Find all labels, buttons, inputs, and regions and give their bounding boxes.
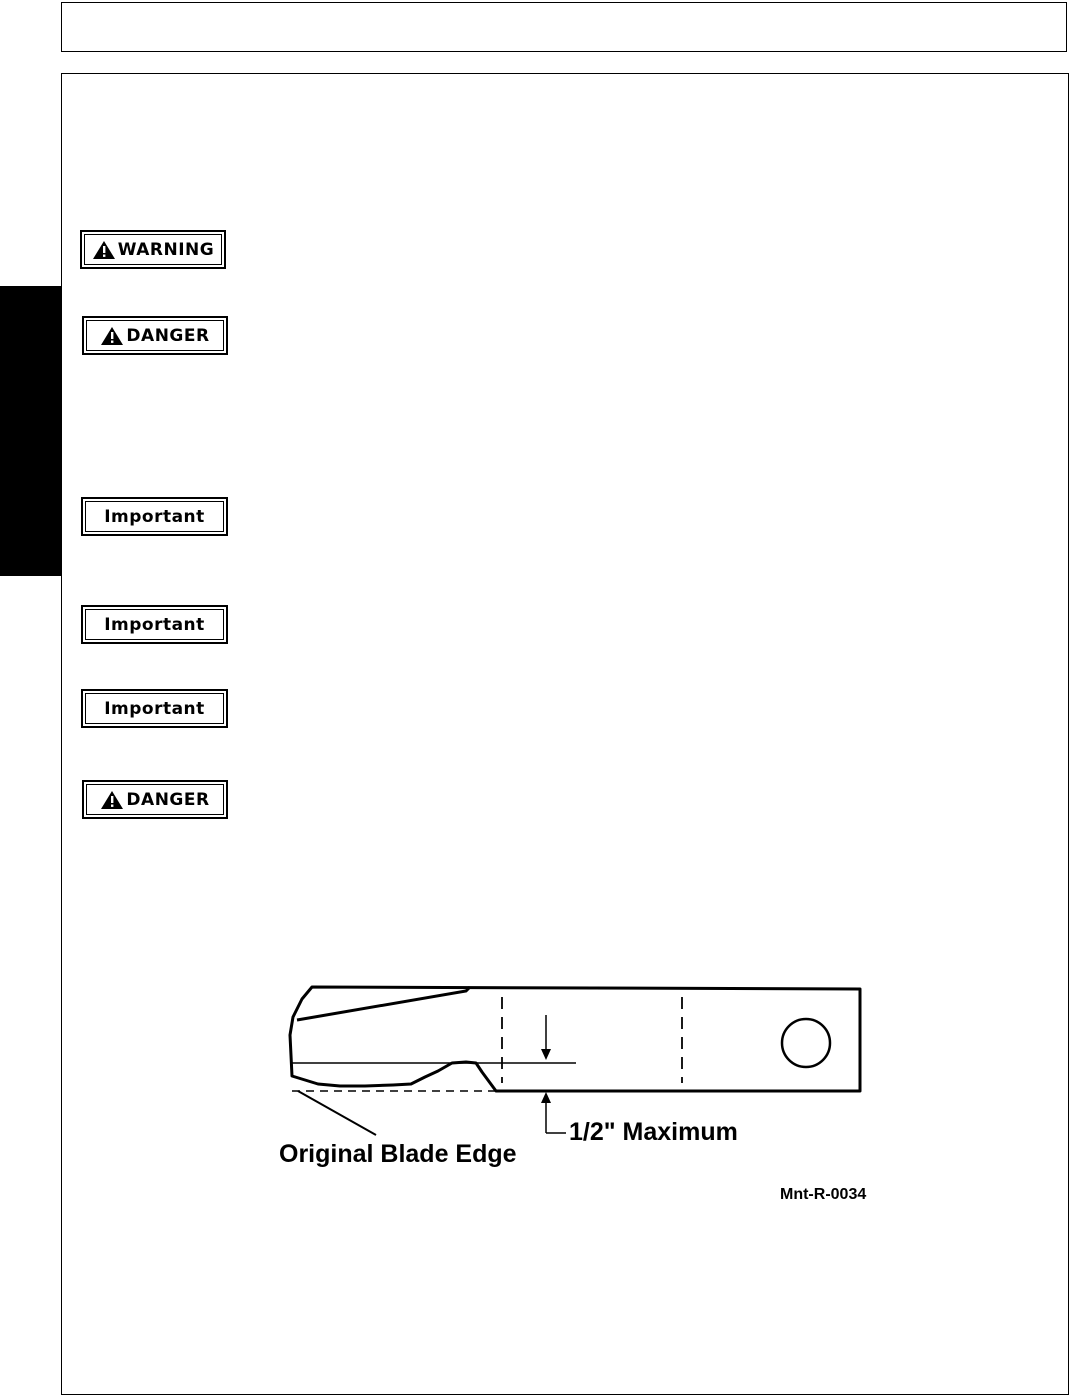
blade-bevel-line (297, 987, 470, 1020)
blade-edge-leader (298, 1091, 376, 1135)
warning-triangle-icon (92, 240, 116, 260)
original-blade-edge-callout: Original Blade Edge (279, 1140, 517, 1168)
page-header-box (61, 2, 1067, 52)
arrowhead-up-icon (541, 1092, 551, 1103)
danger-label-text: DANGER (126, 789, 210, 810)
page-content-frame (61, 73, 1069, 1395)
arrowhead-down-icon (541, 1049, 551, 1060)
danger-triangle-icon (100, 326, 124, 346)
important-label (81, 689, 228, 728)
warning-label (80, 230, 226, 269)
blade-outline (290, 987, 860, 1091)
important-label-text: Important (104, 506, 205, 527)
important-label (81, 497, 228, 536)
warning-label-text: WARNING (117, 239, 215, 260)
important-label (81, 605, 228, 644)
danger-label (82, 780, 228, 819)
important-label-text: Important (104, 614, 205, 635)
figure-code: Mnt-R-0034 (780, 1186, 867, 1203)
danger-triangle-icon (100, 790, 124, 810)
bolt-hole (782, 1019, 830, 1067)
section-tab-marker (0, 286, 62, 576)
half-inch-maximum-callout: 1/2" Maximum (569, 1118, 738, 1146)
danger-label (82, 316, 228, 355)
important-label-text: Important (104, 698, 205, 719)
danger-label-text: DANGER (126, 325, 210, 346)
